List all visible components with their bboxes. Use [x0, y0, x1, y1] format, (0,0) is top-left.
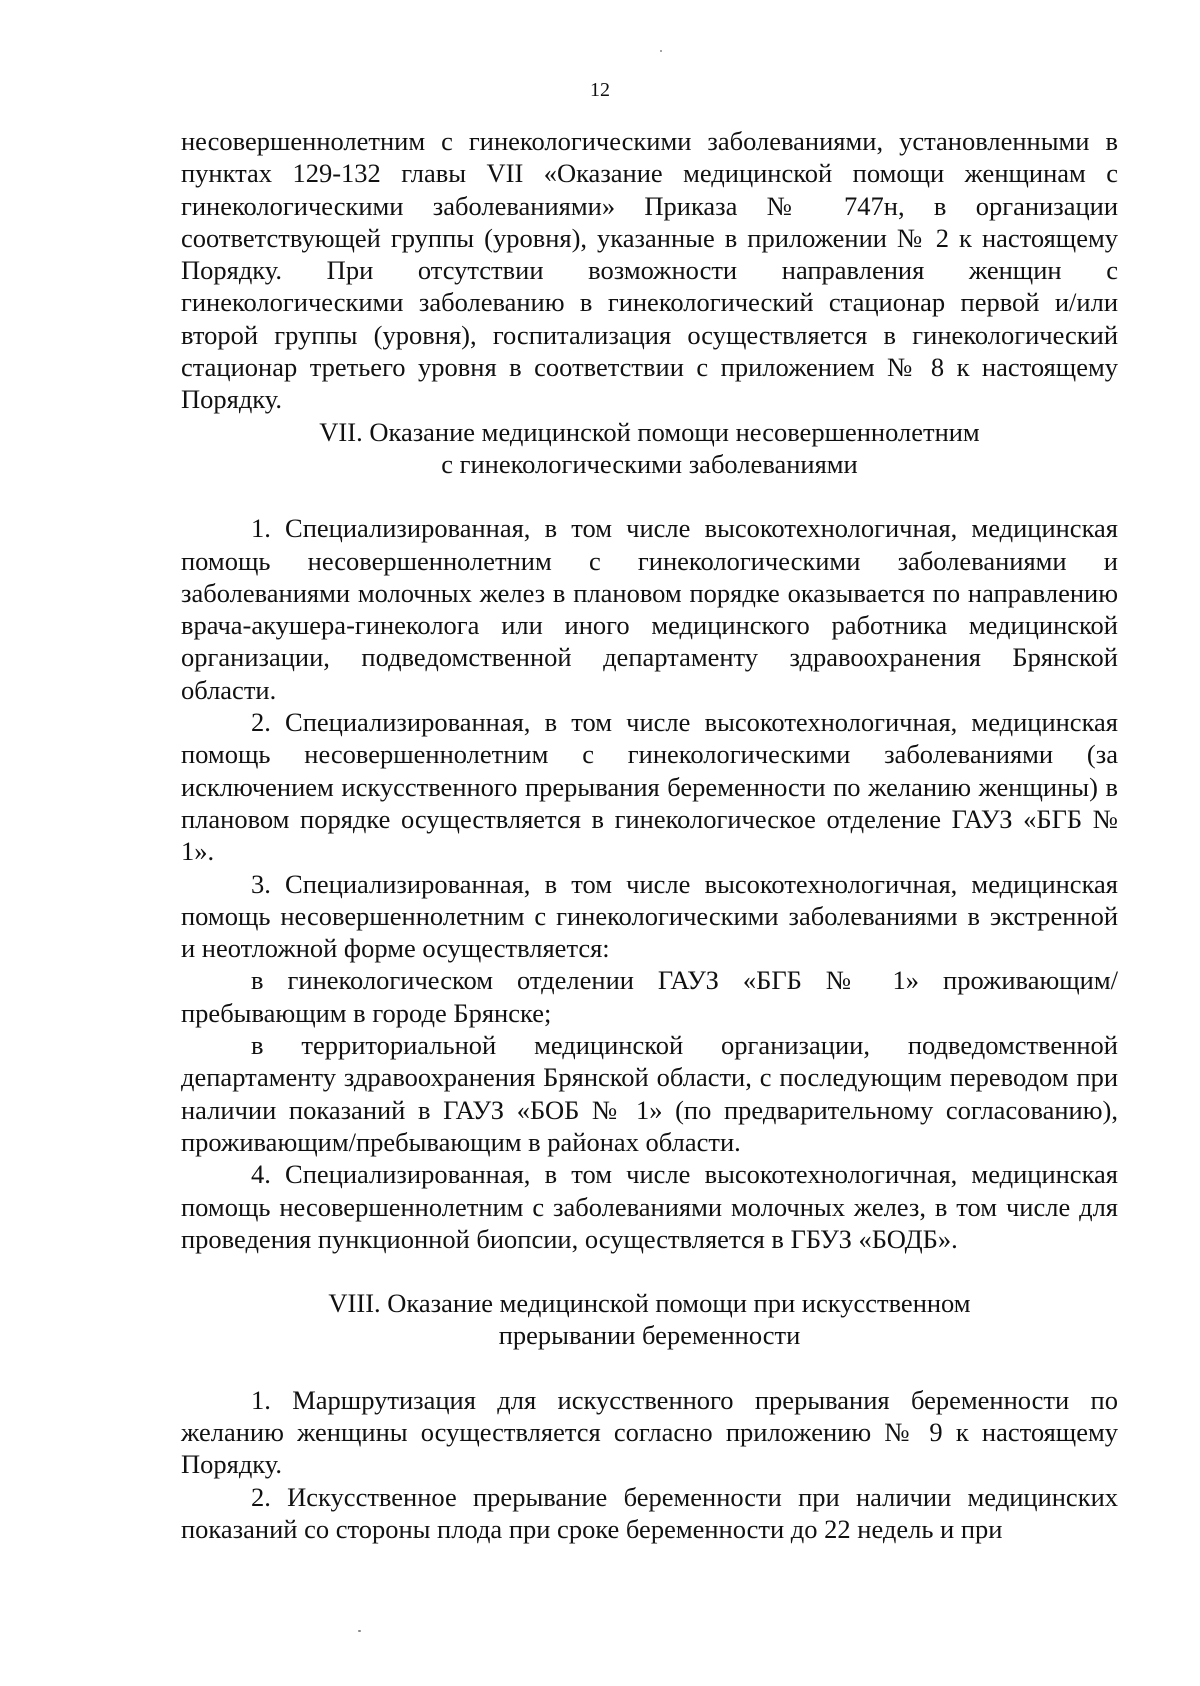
page-number: 12 [590, 79, 610, 101]
section-7-paragraph-1: 1. Специализированная, в том числе высокотехнологичная, медицинская помощь несовершеннолетним с гинекологическими заболеваниями и заболеваниями молочных желез в плановом порядке оказывается по направлению врача-акушера-гинеколога или иного медицинского работника медицинской организации, подведомственной департаменту здравоохранения Брянской области. [181, 513, 1118, 705]
scan-speck-top [660, 50, 662, 52]
section-8-paragraph-2: 2. Искусственное прерывание беременности при наличии медицинских показаний со стороны плода при сроке беременности до 22 недель и при [181, 1481, 1118, 1544]
section-8-heading-line-2: прерывании беременности [498, 1320, 801, 1351]
section-7-heading [181, 416, 1118, 481]
section-7-paragraph-3a: в гинекологическом отделении ГАУЗ «БГБ № 1» проживающим/пребывающим в городе Брянске; [181, 965, 1118, 1028]
scan-speck-bottom [358, 1630, 361, 1632]
section-8-paragraph-1: 1. Маршрутизация для искусственного прерывания беременности по желанию женщины осуществляется согласно приложению № 9 к настоящему Порядку. [181, 1384, 1118, 1480]
paragraph-continuation: несовершеннолетним с гинекологическими заболеваниями, установленными в пунктах 129-132 главы VII «Оказание медицинской помощи женщинам с гинекологическими заболеваниями» Приказа № 747н, в организации соответствующей группы (уровня), указанные в приложении № 2 к настоящему Порядку. При отсутствии возможности направления женщин с гинекологическими заболеванию в гинекологический стационар первой и/или второй группы (уровня), госпитализация осуществляется в гинекологический стационар третьего уровня в соответствии с приложением № 8 к настоящему Порядку. [181, 126, 1118, 415]
section-7-paragraph-4: 4. Специализированная, в том числе высокотехнологичная, медицинская помощь несовершеннолетним с заболеваниями молочных желез, в том числе для проведения пункционной биопсии, осуществляется в ГБУЗ «БОДБ». [181, 1159, 1118, 1254]
section-7-paragraph-3b: в территориальной медицинской организации, подведомственной департаменту здравоохранения Брянской области, с последующим переводом при наличии показаний в ГАУЗ «БОБ № 1» (по предварительному согласованию), проживающим/пребывающим в районах области. [181, 1030, 1118, 1157]
section-7-heading-line-2: с гинекологическими заболеваниями [441, 448, 858, 479]
section-7-heading-line-1: VII. Оказание медицинской помощи несовершеннолетним [319, 416, 980, 447]
section-7-paragraph-3: 3. Специализированная, в том числе высокотехнологичная, медицинская помощь несовершеннолетним с гинекологическими заболеваниями в экстренной и неотложной форме осуществляется: [181, 868, 1118, 964]
section-7-paragraph-2: 2. Специализированная, в том числе высокотехнологичная, медицинская помощь несовершеннолетним с гинекологическими заболеваниями (за исключением искусственного прерывания беременности по желанию женщины) в плановом порядке осуществляется в гинекологическое отделение ГАУЗ «БГБ № 1». [181, 707, 1118, 867]
document-body [181, 125, 1118, 1545]
section-8-heading-line-1: VIII. Оказание медицинской помощи при искусственном [328, 1288, 971, 1319]
section-8-heading [181, 1287, 1118, 1352]
